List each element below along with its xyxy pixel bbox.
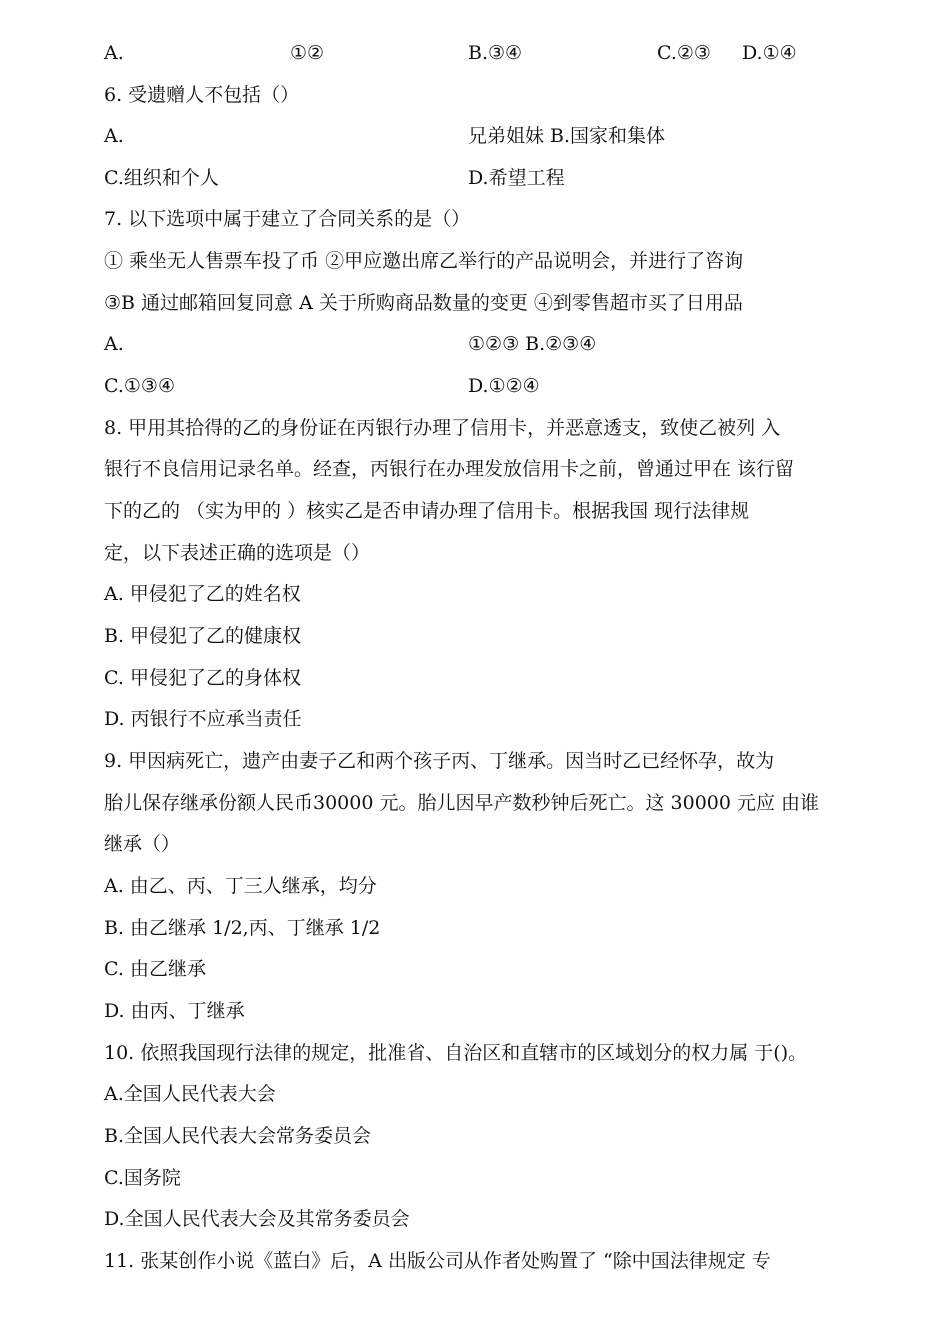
q5-option-b: B.③④ bbox=[468, 42, 523, 64]
q7-option-c: C.①③④ bbox=[104, 375, 175, 397]
q10-option-b: B.全国人民代表大会常务委员会 bbox=[104, 1125, 372, 1147]
q10-option-a: A.全国人民代表大会 bbox=[104, 1083, 276, 1105]
q8-stem-line-2: 银行不良信用记录名单。经查，丙银行在办理发放信用卡之前，曾通过甲在 该行留 bbox=[104, 458, 795, 480]
q7-option-d: D.①②④ bbox=[468, 375, 540, 397]
q8-stem-line-1: 8. 甲用其拾得的乙的身份证在丙银行办理了信用卡，并恶意透支，致使乙被列 入 bbox=[104, 417, 781, 439]
q5-option-d: D.①④ bbox=[742, 42, 797, 64]
q7-option-a-label: A. bbox=[104, 333, 124, 355]
q11-stem-line-1: 11. 张某创作小说《蓝白》后，A 出版公司从作者处购置了 “除中国法律规定 专 bbox=[104, 1250, 771, 1272]
q10-option-d: D.全国人民代表大会及其常务委员会 bbox=[104, 1208, 410, 1230]
q9-stem-line-2: 胎儿保存继承份额人民币30000 元。胎儿因早产数秒钟后死亡。这 30000 元应 由谁 bbox=[104, 792, 820, 814]
q6-option-a-text: 兄弟姐妹 B.国家和集体 bbox=[468, 125, 666, 147]
q7-stem: 7. 以下选项中属于建立了合同关系的是（） bbox=[104, 208, 471, 230]
q8-stem-line-4: 定，以下表述正确的选项是（） bbox=[104, 542, 371, 564]
q6-option-c: C.组织和个人 bbox=[104, 167, 219, 189]
q8-stem-line-3: 下的乙的 （实为甲的 ）核实乙是否申请办理了信用卡。根据我国 现行法律规 bbox=[104, 500, 750, 522]
q9-option-c: C. 由乙继承 bbox=[104, 958, 206, 980]
q6-stem: 6. 受遗赠人不包括（） bbox=[104, 84, 300, 106]
q9-option-b: B. 由乙继承 1/2,丙、丁继承 1/2 bbox=[104, 917, 381, 939]
q6-option-d: D.希望工程 bbox=[468, 167, 565, 189]
q8-option-a: A. 甲侵犯了乙的姓名权 bbox=[104, 583, 301, 605]
q7-statement-line-2: ③B 通过邮箱回复同意 A 关于所购商品数量的变更 ④到零售超市买了日用品 bbox=[104, 292, 743, 314]
q8-option-c: C. 甲侵犯了乙的身体权 bbox=[104, 667, 301, 689]
q10-option-c: C.国务院 bbox=[104, 1167, 181, 1189]
q8-option-d: D. 丙银行不应承当责任 bbox=[104, 708, 302, 730]
q10-stem: 10. 依照我国现行法律的规定，批准省、自治区和直辖市的区域划分的权力属 于()。 bbox=[104, 1042, 808, 1064]
q5-option-a-text: ①② bbox=[290, 42, 325, 64]
q6-option-a-label: A. bbox=[104, 125, 124, 147]
q9-option-d: D. 由丙、丁继承 bbox=[104, 1000, 245, 1022]
q7-statement-line-1: ① 乘坐无人售票车投了币 ②甲应邀出席乙举行的产品说明会，并进行了咨询 bbox=[104, 250, 744, 272]
q5-option-a-label: A. bbox=[104, 42, 124, 64]
q9-stem-line-1: 9. 甲因病死亡，遗产由妻子乙和两个孩子丙、丁继承。因当时乙已经怀孕，故为 bbox=[104, 750, 775, 772]
q5-option-c: C.②③ bbox=[657, 42, 711, 64]
q8-option-b: B. 甲侵犯了乙的健康权 bbox=[104, 625, 302, 647]
q9-stem-line-3: 继承（） bbox=[104, 833, 181, 855]
q7-option-a-text: ①②③ B.②③④ bbox=[468, 333, 597, 355]
q9-option-a: A. 由乙、丙、丁三人继承，均分 bbox=[104, 875, 377, 897]
